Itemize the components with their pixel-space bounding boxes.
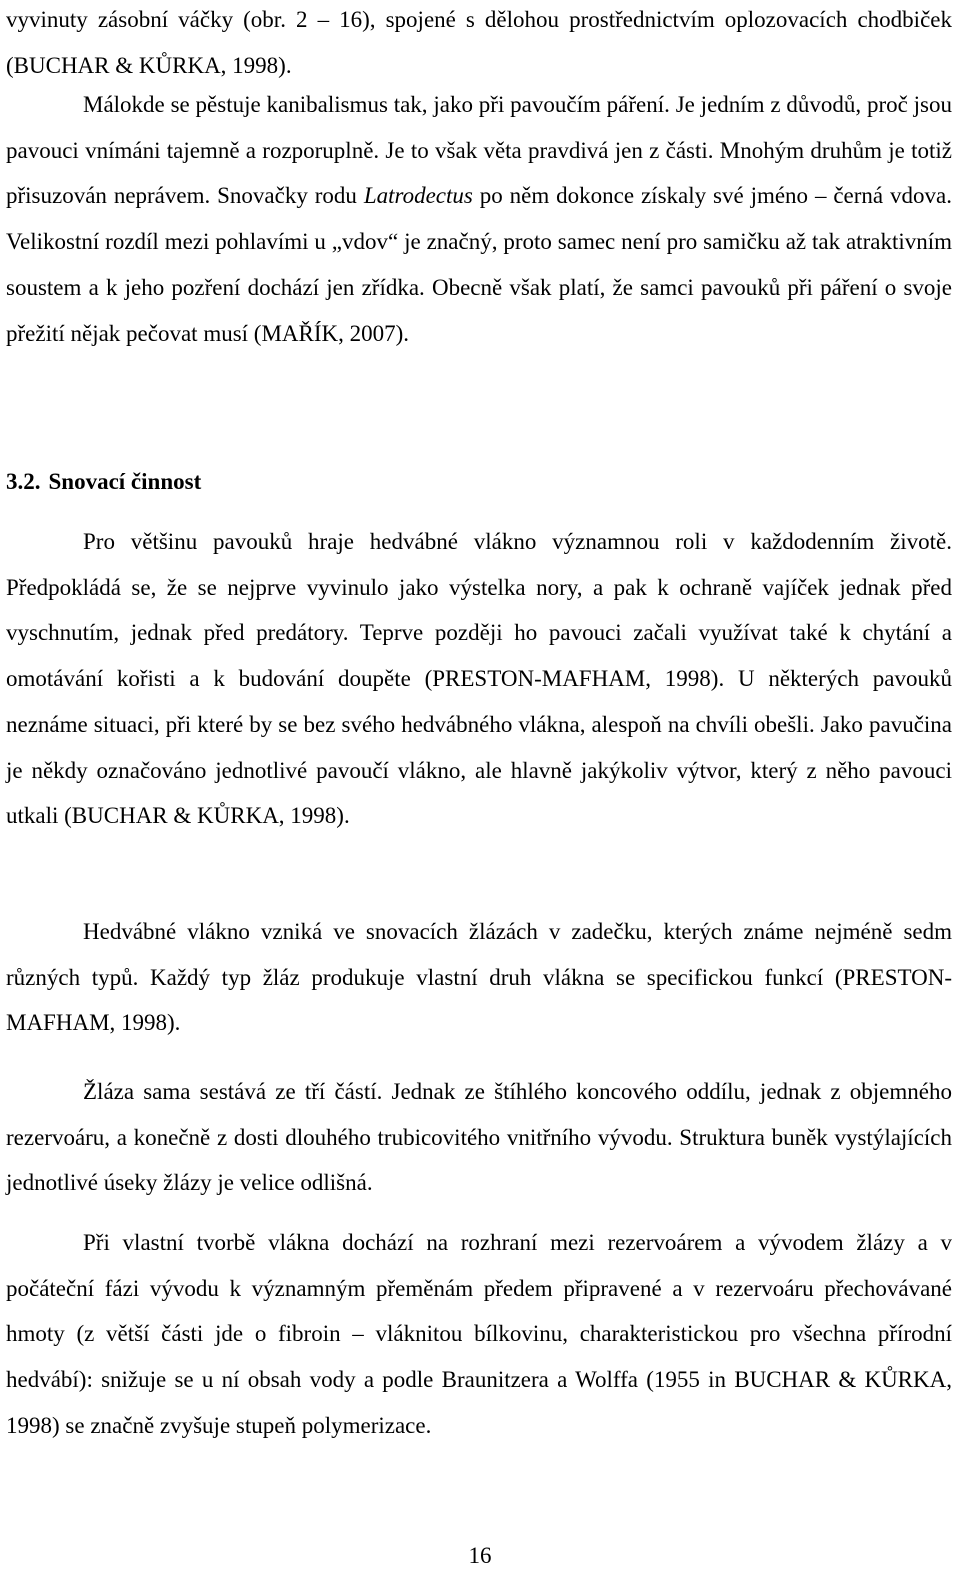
- paragraph-silk-importance: Pro většinu pavouků hraje hedvábné vlákno významnou roli v každodenním životě. Předpokládá se, že se nejprve vyvinulo jako výstelka nory, a pak k ochraně vajíček jednak před vyschnutím, jednak před predátory. Teprve později ho pavouci začali využívat také k chytání a omotávání kořisti a k budování doupěte (PRESTON-MAFHAM, 1998). U některých pavouků neznáme situaci, při které by se bez svého hedvábného vlákna, alespoň na chvíli obešli. Jako pavučina je někdy označováno jednotlivé pavoučí vlákno, ale hlavně jakýkoliv výtvor, který z něho pavouci utkali (BUCHAR & KŮRKA, 1998).: [6, 529, 952, 829]
- section-number: 3.2.: [6, 469, 41, 494]
- paragraph-text: po něm dokonce získaly své jméno – černá vdova. Velikostní rozdíl mezi pohlavími u „vdov“ je značný, proto samec není pro samičku až tak atraktivním soustem a k jeho pozření dochází jen zřídka. Obecně však platí, že samci pavouků při páření o svoje přežití nějak pečovat musí (MAŘÍK, 2007).: [6, 183, 952, 346]
- section-title: Snovací činnost: [48, 469, 202, 494]
- section-heading: [6, 462, 201, 502]
- paragraph-continuation: vyvinuty zásobní váčky (obr. 2 – 16), spojené s dělohou prostřednictvím oplozovacích chodbiček (BUCHAR & KŮRKA, 1998).: [6, 7, 952, 78]
- genus-name: Latrodectus: [363, 183, 473, 209]
- paragraph-text: Málokde se pěstuje kanibalismus tak, jako při pavoučím páření. Je jedním z důvodů, proč jsou pavouci vnímáni tajemně a rozporuplně. Je to však věta pravdivá jen z části. Mnohým druhům je totiž přisuzován neprávem. Snovačky rodu: [6, 92, 952, 209]
- paragraph-cannibalism: [6, 82, 952, 356]
- paragraph-gland-structure: Žláza sama sestává ze tří částí. Jednak ze štíhlého koncového oddílu, jednak z objemného rezervoáru, a konečně z dosti dlouhého trubicovitého vnitřního vývodu. Struktura buněk vystýlajících jednotlivé úseky žlázy je velice odlišná.: [6, 1079, 952, 1196]
- paragraph-fiber-formation: Při vlastní tvorbě vlákna dochází na rozhraní mezi rezervoárem a vývodem žlázy a v počáteční fázi vývodu k významným přeměnám předem připravené a v rezervoáru přechovávané hmoty (z větší části jde o fibroin – vláknitou bílkovinu, charakteristickou pro všechna přírodní hedvábí): snižuje se u ní obsah vody a podle Braunitzera a Wolffa (1955 in BUCHAR & KŮRKA, 1998) se značně zvyšuje stupeň polymerizace.: [6, 1230, 952, 1438]
- paragraph-silk-glands: Hedvábné vlákno vzniká ve snovacích žlázách v zadečku, kterých známe nejméně sedm různých typů. Každý typ žláz produkuje vlastní druh vlákna se specifickou funkcí (PRESTON-MAFHAM, 1998).: [6, 919, 952, 1036]
- page-number: 16: [468, 1543, 492, 1568]
